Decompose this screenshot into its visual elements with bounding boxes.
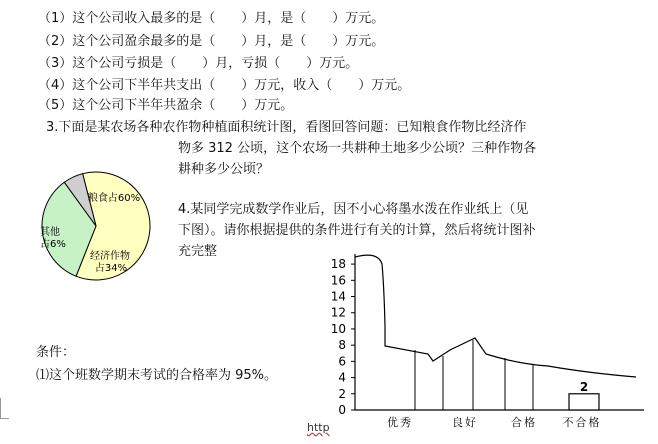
x-category-label: 不合格 bbox=[562, 416, 602, 429]
y-tick-label: 16 bbox=[330, 273, 346, 288]
problem4-line3: 充完整 bbox=[178, 244, 218, 259]
pie-label-grain: 粮食占60% bbox=[87, 193, 141, 204]
problem3-line1: 3.下面是某农场各种农作物种植面积统计图，看图回答问题：已知粮食作物比经济作 bbox=[46, 120, 527, 135]
question-1: （1）这个公司收入最多的是（ ）月，是（ ）万元。 bbox=[38, 11, 385, 26]
y-tick-label: 8 bbox=[338, 338, 346, 353]
page-corner-mark bbox=[0, 398, 9, 419]
x-category-label: 合格 bbox=[511, 416, 537, 429]
problem3-line3: 耕种多少公顷？ bbox=[178, 162, 270, 177]
bar-chart bbox=[318, 246, 653, 438]
footer-fragment: http bbox=[307, 421, 330, 434]
y-tick-label: 4 bbox=[338, 370, 346, 385]
ink-blot bbox=[355, 255, 636, 377]
y-tick-label: 18 bbox=[330, 257, 346, 272]
conditions-title: 条件： bbox=[36, 345, 76, 360]
question-4: （4）这个公司下半年共支出（ ）万元，收入（ ）万元。 bbox=[38, 78, 411, 93]
pie-label-other-1: 其他 bbox=[40, 227, 60, 238]
y-tick-label: 14 bbox=[330, 289, 346, 304]
y-tick-label: 2 bbox=[338, 386, 346, 401]
x-category-label: 良好 bbox=[452, 416, 478, 429]
problem3-line2: 物多 312 公顷，这个农场一共耕种土地多少公顷？三种作物各 bbox=[178, 141, 537, 156]
x-category-label: 优秀 bbox=[387, 416, 413, 429]
conditions-item-1: ⑴这个班数学期末考试的合格率为 95%。 bbox=[36, 368, 278, 383]
pie-label-econ-2: 占34% bbox=[94, 263, 128, 274]
question-5: （5）这个公司下半年共盈余（ ）万元。 bbox=[38, 98, 294, 113]
question-2: （2）这个公司盈余最多的是（ ）月，是（ ）万元。 bbox=[38, 34, 385, 49]
y-tick-label: 10 bbox=[330, 321, 346, 336]
bar-不合格 bbox=[569, 394, 599, 410]
y-tick-label: 12 bbox=[330, 305, 346, 320]
problem4-line1: 4.某同学完成数学作业后，因不小心将墨水泼在作业纸上（见 bbox=[178, 202, 529, 217]
question-3: （3）这个公司亏损是（ ）月，亏损（ ）万元。 bbox=[38, 56, 359, 71]
y-tick-label: 6 bbox=[338, 354, 346, 369]
problem4-line2: 下图）。请你根据提供的条件进行有关的计算，然后将统计图补 bbox=[178, 223, 536, 238]
bar-value-label: 2 bbox=[579, 379, 589, 394]
pie-label-econ-1: 经济作物 bbox=[90, 251, 130, 262]
y-tick-label: 0 bbox=[338, 403, 346, 417]
pie-chart bbox=[30, 168, 170, 288]
pie-label-other-2: 占6% bbox=[40, 239, 66, 250]
